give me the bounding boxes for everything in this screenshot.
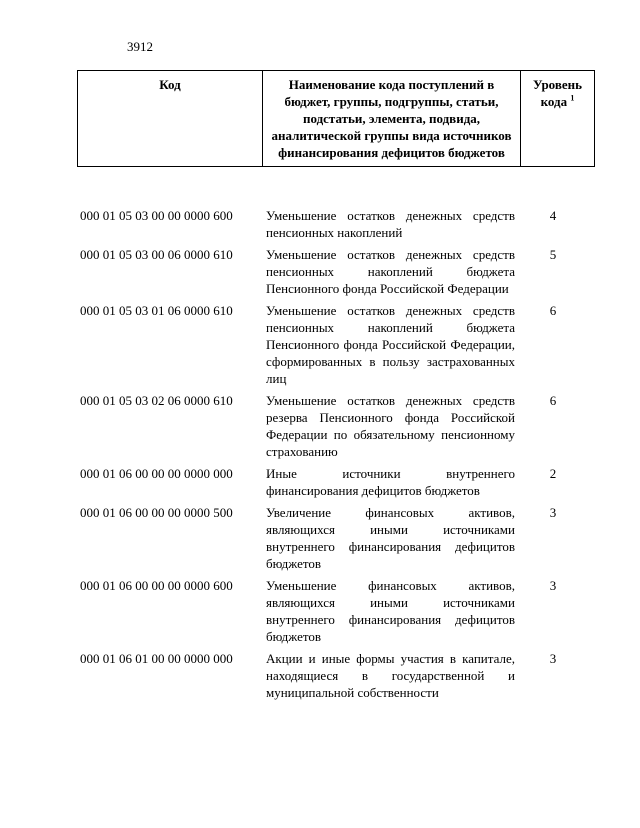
- row-level: 5: [549, 247, 557, 262]
- header-level-label: Уровень кода: [532, 77, 583, 109]
- column-header-table: [77, 70, 595, 167]
- row-name: Уменьшение финансовых активов, являющихся иными источниками внутреннего финансирования дефицитов бюджетов: [266, 578, 515, 644]
- row-code: 000 01 05 03 02 06 0000 610: [80, 393, 233, 408]
- row-level: 2: [549, 466, 557, 481]
- footnote-marker: 1: [570, 93, 575, 103]
- table-row: [80, 246, 595, 297]
- row-level: 4: [549, 208, 557, 223]
- table-row: [80, 577, 595, 645]
- row-level: 6: [549, 303, 557, 318]
- header-code: Код: [78, 71, 263, 167]
- row-code: 000 01 06 00 00 00 0000 600: [80, 578, 233, 593]
- table-row: [80, 504, 595, 572]
- row-code: 000 01 06 01 00 00 0000 000: [80, 651, 233, 666]
- row-code: 000 01 05 03 01 06 0000 610: [80, 303, 233, 318]
- row-name: Уменьшение остатков денежных средств пенсионных накоплений бюджета Пенсионного фонда Российской Федерации: [266, 247, 515, 296]
- row-code: 000 01 06 00 00 00 0000 500: [80, 505, 233, 520]
- row-name: Уменьшение остатков денежных средств пенсионных накоплений бюджета Пенсионного фонда Российской Федерации, сформированных в пользу застрахованных лиц: [266, 303, 515, 386]
- row-name: Иные источники внутреннего финансирования дефицитов бюджетов: [266, 466, 515, 498]
- table-row: [80, 302, 595, 387]
- row-level: 3: [549, 578, 557, 593]
- row-code: 000 01 05 03 00 00 0000 600: [80, 208, 233, 223]
- header-name: Наименование кода поступлений в бюджет, группы, подгруппы, статьи, подстатьи, элемента, подвида, аналитической группы вида источников финансирования дефицитов бюджетов: [263, 71, 521, 167]
- row-level: 3: [549, 505, 557, 520]
- table-row: [80, 465, 595, 499]
- row-code: 000 01 05 03 00 06 0000 610: [80, 247, 233, 262]
- row-name: Акции и иные формы участия в капитале, находящиеся в государственной и муниципальной собственности: [266, 651, 515, 700]
- row-level: 3: [549, 651, 557, 666]
- table-row: [80, 207, 595, 241]
- row-code: 000 01 06 00 00 00 0000 000: [80, 466, 233, 481]
- code-list: [80, 207, 595, 706]
- header-level: [521, 71, 595, 167]
- table-row: [80, 650, 595, 701]
- page-number: 3912: [127, 39, 153, 54]
- row-name: Уменьшение остатков денежных средств пенсионных накоплений: [266, 208, 515, 240]
- row-name: Уменьшение остатков денежных средств резерва Пенсионного фонда Российской Федерации по обязательному пенсионному страхованию: [266, 393, 515, 459]
- row-name: Увеличение финансовых активов, являющихся иными источниками внутреннего финансирования дефицитов бюджетов: [266, 505, 515, 571]
- table-row: [80, 392, 595, 460]
- row-level: 6: [549, 393, 557, 408]
